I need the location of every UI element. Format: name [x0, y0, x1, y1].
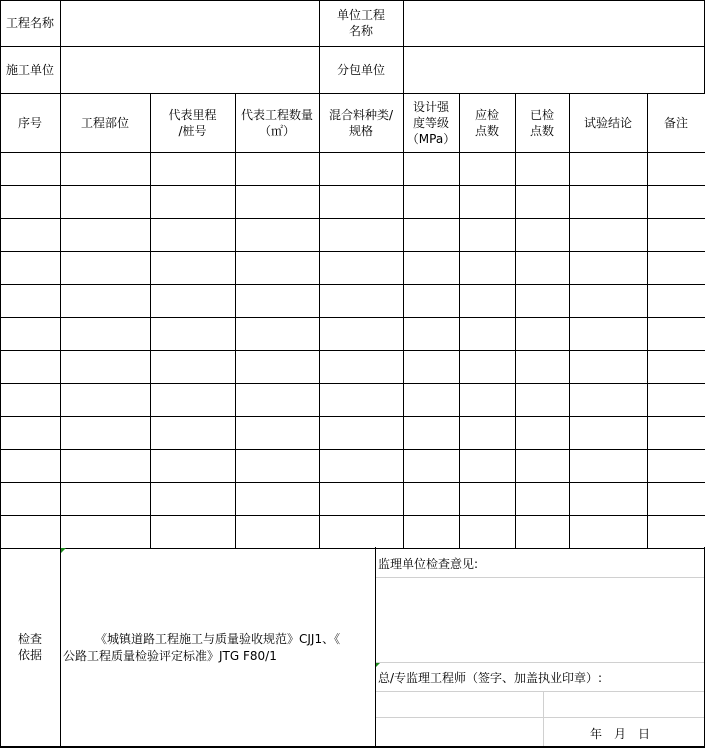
table-cell[interactable] [647, 350, 705, 384]
column-header-text [81, 115, 129, 131]
table-cell[interactable] [459, 350, 516, 384]
table-cell[interactable] [60, 350, 151, 384]
table-cell[interactable] [319, 251, 404, 285]
table-cell[interactable] [60, 515, 151, 549]
table-cell[interactable] [569, 449, 648, 483]
table-cell[interactable] [403, 251, 460, 285]
column-header-text [329, 107, 393, 139]
table-cell[interactable] [459, 284, 516, 318]
table-cell[interactable] [403, 383, 460, 417]
table-cell[interactable] [235, 284, 320, 318]
gridline [376, 717, 704, 718]
table-cell[interactable] [403, 482, 460, 516]
table-cell[interactable] [150, 185, 236, 219]
subcontractor-label [319, 46, 404, 94]
column-header-label: 设计强 [412, 99, 449, 114]
table-cell[interactable] [403, 515, 460, 549]
table-cell[interactable] [0, 449, 61, 483]
column-header [569, 93, 648, 153]
table-cell[interactable] [403, 185, 460, 219]
unit-project-label-label: 单位工程 [336, 8, 385, 22]
gridline [376, 691, 704, 692]
table-cell[interactable] [403, 218, 460, 252]
table-cell[interactable] [235, 152, 320, 186]
basis-text [60, 547, 376, 748]
date-label: 年 月 日 [590, 727, 651, 741]
table-cell[interactable] [569, 482, 648, 516]
table-cell[interactable] [647, 251, 705, 285]
table-cell[interactable] [459, 515, 516, 549]
table-cell[interactable] [569, 185, 648, 219]
column-header-text [664, 115, 688, 131]
table-cell[interactable] [515, 317, 570, 351]
column-header-label: 应检 [474, 107, 499, 122]
project-name-label-label: 工程名称 [5, 16, 54, 30]
table-cell[interactable] [60, 482, 151, 516]
project-name-field[interactable] [60, 0, 320, 47]
table-cell[interactable] [150, 383, 236, 417]
table-cell[interactable] [235, 449, 320, 483]
column-header-label: 规格 [348, 123, 373, 138]
table-cell[interactable] [319, 383, 404, 417]
contractor-label [0, 46, 61, 94]
unit-project-field[interactable] [403, 0, 705, 47]
contractor-label-text [6, 62, 54, 78]
table-cell[interactable] [60, 317, 151, 351]
column-header-label: 代表工程数量 [240, 107, 313, 122]
column-header-label: 试验结论 [583, 115, 632, 130]
gridline [376, 577, 704, 578]
table-cell[interactable] [0, 152, 61, 186]
table-cell[interactable] [235, 416, 320, 450]
table-cell[interactable] [150, 317, 236, 351]
table-cell[interactable] [459, 251, 516, 285]
gridline [543, 691, 544, 747]
table-cell[interactable] [647, 185, 705, 219]
column-header [459, 93, 516, 153]
table-cell[interactable] [150, 515, 236, 549]
column-header-label: 点数 [474, 123, 499, 138]
table-cell[interactable] [235, 251, 320, 285]
table-cell[interactable] [569, 515, 648, 549]
table-cell[interactable] [319, 482, 404, 516]
column-header-label: （MPa） [406, 131, 456, 146]
column-header-label: /桩号 [178, 123, 207, 138]
table-cell[interactable] [0, 218, 61, 252]
table-cell[interactable] [569, 284, 648, 318]
table-cell[interactable] [0, 185, 61, 219]
column-header-text [18, 115, 42, 131]
table-cell[interactable] [569, 251, 648, 285]
table-cell[interactable] [150, 482, 236, 516]
table-cell[interactable] [0, 251, 61, 285]
table-cell[interactable] [0, 350, 61, 384]
table-cell[interactable] [60, 449, 151, 483]
table-cell[interactable] [235, 317, 320, 351]
table-cell[interactable] [569, 152, 648, 186]
table-cell[interactable] [60, 416, 151, 450]
table-cell[interactable] [235, 218, 320, 252]
table-cell[interactable] [515, 482, 570, 516]
table-cell[interactable] [647, 416, 705, 450]
table-cell[interactable] [319, 284, 404, 318]
column-header-text [584, 115, 632, 131]
column-header-label: 工程部位 [80, 115, 129, 130]
contractor-label-label: 施工单位 [5, 62, 54, 77]
table-cell[interactable] [515, 515, 570, 549]
column-header-text [407, 99, 455, 147]
table-cell[interactable] [647, 449, 705, 483]
column-header-label: （㎡） [258, 123, 295, 138]
column-header-text [530, 107, 554, 139]
table-cell[interactable] [569, 416, 648, 450]
subcontractor-field[interactable] [403, 46, 705, 94]
table-cell[interactable] [60, 383, 151, 417]
table-cell[interactable] [150, 449, 236, 483]
table-cell[interactable] [647, 152, 705, 186]
table-cell[interactable] [569, 317, 648, 351]
table-cell[interactable] [0, 284, 61, 318]
column-header [235, 93, 320, 153]
column-header [319, 93, 404, 153]
table-cell[interactable] [235, 185, 320, 219]
column-header [515, 93, 570, 153]
column-header-text [241, 107, 313, 139]
table-cell[interactable] [403, 416, 460, 450]
table-cell[interactable] [647, 317, 705, 351]
table-cell[interactable] [515, 152, 570, 186]
table-cell[interactable] [60, 251, 151, 285]
table-cell[interactable] [459, 383, 516, 417]
column-header-label: 序号 [17, 115, 42, 130]
project-name-label [0, 0, 61, 47]
table-cell[interactable] [459, 416, 516, 450]
table-cell[interactable] [319, 185, 404, 219]
table-cell[interactable] [515, 185, 570, 219]
table-cell[interactable] [403, 152, 460, 186]
table-cell[interactable] [459, 152, 516, 186]
table-cell[interactable] [647, 383, 705, 417]
basis-label-label: 依据 [17, 648, 42, 662]
table-cell[interactable] [150, 284, 236, 318]
column-header [60, 93, 151, 153]
table-cell[interactable] [459, 185, 516, 219]
table-cell[interactable] [515, 383, 570, 417]
table-cell[interactable] [459, 482, 516, 516]
table-cell[interactable] [569, 350, 648, 384]
basis-label [0, 547, 61, 748]
table-cell[interactable] [235, 482, 320, 516]
basis-label-text [18, 631, 42, 663]
table-cell[interactable] [459, 317, 516, 351]
unit-project-label [319, 0, 404, 47]
table-cell[interactable] [0, 515, 61, 549]
table-cell[interactable] [319, 317, 404, 351]
table-cell[interactable] [235, 350, 320, 384]
table-cell[interactable] [150, 251, 236, 285]
table-cell[interactable] [647, 284, 705, 318]
table-cell[interactable] [569, 218, 648, 252]
column-header [647, 93, 705, 153]
table-cell[interactable] [515, 218, 570, 252]
table-cell[interactable] [403, 317, 460, 351]
table-cell[interactable] [319, 350, 404, 384]
table-cell[interactable] [515, 416, 570, 450]
table-cell[interactable] [60, 185, 151, 219]
table-cell[interactable] [319, 152, 404, 186]
basis-text-line: 公路工程质量检验评定标准》JTG F80/1 [63, 649, 277, 663]
subcontractor-label-label: 分包单位 [336, 62, 385, 77]
table-cell[interactable] [647, 515, 705, 549]
gridline [376, 662, 704, 663]
table-cell[interactable] [647, 482, 705, 516]
table-cell[interactable] [319, 416, 404, 450]
unit-project-label-text [337, 7, 385, 39]
table-cell[interactable] [60, 284, 151, 318]
column-header-label: 已检 [529, 107, 554, 122]
table-cell[interactable] [403, 449, 460, 483]
engineer-signature-label: 总/专监理工程师（签字、加盖执业印章）: [378, 671, 603, 685]
table-cell[interactable] [515, 350, 570, 384]
table-cell[interactable] [515, 251, 570, 285]
column-header [0, 93, 61, 153]
table-cell[interactable] [569, 383, 648, 417]
column-header-label: 混合料种类/ [328, 107, 394, 122]
table-cell[interactable] [235, 383, 320, 417]
column-header-label: 点数 [529, 123, 554, 138]
basis-label-label: 检查 [17, 632, 42, 646]
table-cell[interactable] [60, 152, 151, 186]
table-cell[interactable] [403, 284, 460, 318]
table-cell[interactable] [60, 218, 151, 252]
column-header [150, 93, 236, 153]
supervision-opinion-label: 监理单位检查意见: [378, 557, 479, 571]
column-header-label: 备注 [663, 115, 688, 130]
table-cell[interactable] [459, 218, 516, 252]
table-cell[interactable] [150, 416, 236, 450]
table-cell[interactable] [0, 482, 61, 516]
table-cell[interactable] [515, 284, 570, 318]
column-header-label: 代表里程 [168, 107, 217, 122]
table-cell[interactable] [647, 218, 705, 252]
contractor-field[interactable] [60, 46, 320, 94]
comment-marker-icon [61, 548, 66, 553]
column-header-text [168, 107, 216, 139]
table-cell[interactable] [0, 383, 61, 417]
table-cell[interactable] [459, 449, 516, 483]
column-header-label: 度等级 [412, 115, 449, 130]
subcontractor-label-text [337, 62, 385, 78]
table-cell[interactable] [0, 317, 61, 351]
table-cell[interactable] [150, 218, 236, 252]
table-cell[interactable] [319, 515, 404, 549]
column-header-text [475, 107, 499, 139]
project-name-label-text [6, 15, 54, 31]
basis-text-line: 《城镇道路工程施工与质量验收规范》CJJ1、《 [95, 632, 341, 646]
table-cell[interactable] [150, 350, 236, 384]
table-cell[interactable] [0, 416, 61, 450]
table-cell[interactable] [515, 449, 570, 483]
table-cell[interactable] [150, 152, 236, 186]
unit-project-label-label: 名称 [348, 24, 373, 38]
table-cell[interactable] [235, 515, 320, 549]
table-cell[interactable] [319, 449, 404, 483]
table-cell[interactable] [319, 218, 404, 252]
column-header [403, 93, 460, 153]
table-cell[interactable] [403, 350, 460, 384]
